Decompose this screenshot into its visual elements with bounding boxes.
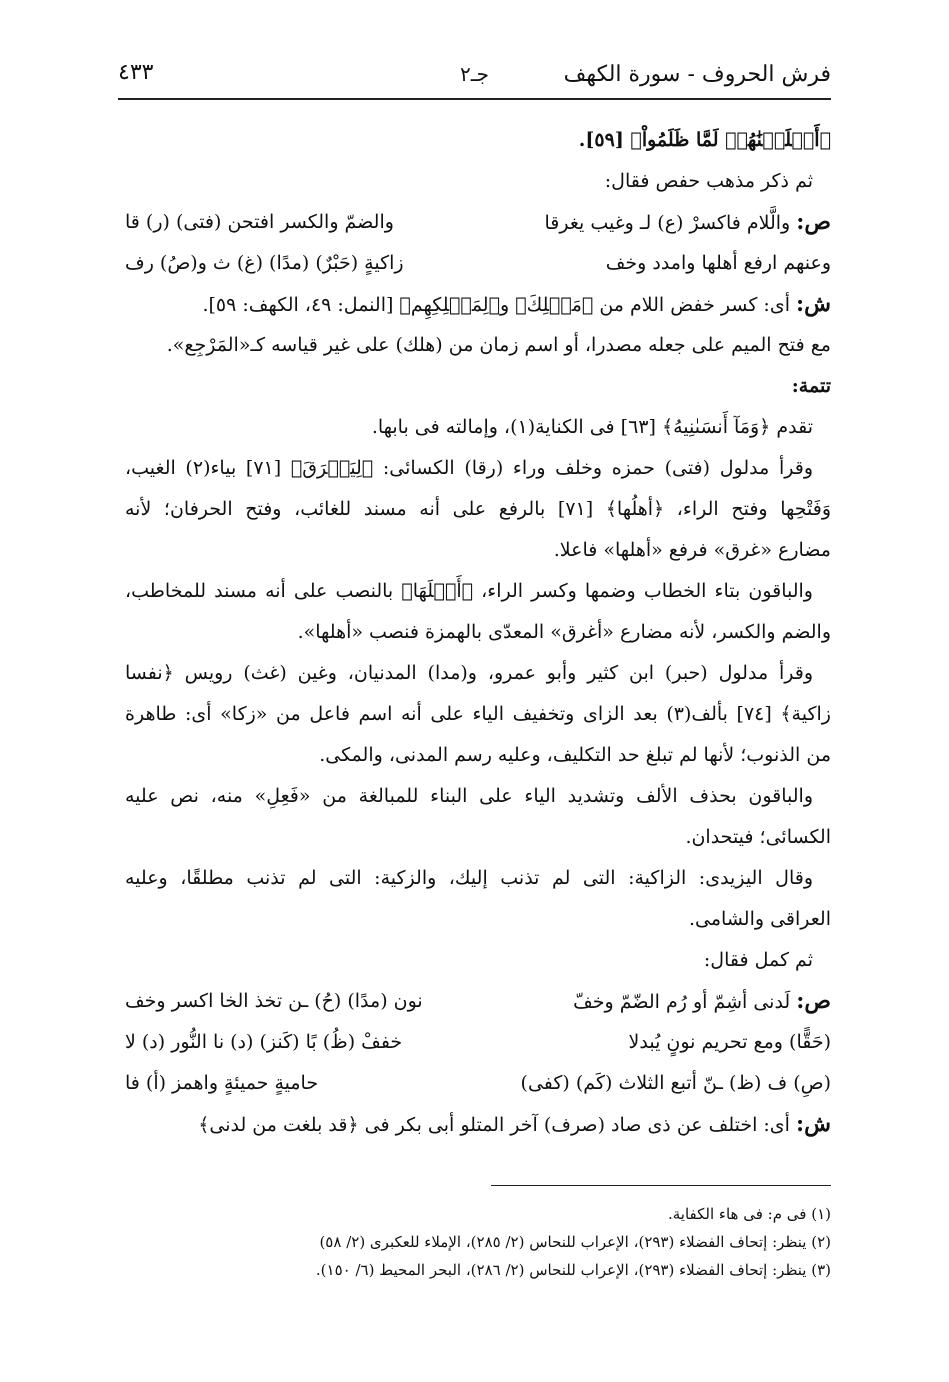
- hemistich-text: لَدنى أشِمّ أو رُم الضّمّ وخفّ: [573, 991, 791, 1013]
- text-line: ﴿أَهۡلَكۡنَٰهُمۡ لَمَّا ظَلَمُواْ﴾ [٥٩].: [578, 129, 831, 151]
- poem-hemistich-right: [573, 981, 831, 1022]
- poem-verse: [125, 202, 831, 243]
- footnotes: [118, 1200, 831, 1284]
- text-line: ثم كمل فقال:: [703, 949, 813, 971]
- commentary-line: [125, 1104, 831, 1145]
- sad-label: ص:: [796, 209, 831, 235]
- poem-hemistich-right: (حَقًّا) ومع تحريم نونٍ يُبدلا: [628, 1031, 831, 1053]
- section-heading: تتمة:: [791, 375, 831, 397]
- text-line: وقال اليزيدى: الزاكية: التى لم تذنب إليك، والزكية: التى لم تذنب مطلقًا، وعليه: [125, 867, 813, 889]
- poem-hemistich-right: وعنهم ارفع أهلها وامدد وخف: [605, 252, 831, 274]
- commentary-text: أى: اختلف عن ذى صاد (صرف) آخر المتلو أبى بكر فى ﴿قد بلغت من لدنى﴾: [198, 1114, 790, 1136]
- commentary-line: [125, 284, 831, 325]
- footnote: (١) فى م: فى هاء الكفاية.: [668, 1205, 831, 1223]
- volume-number: جـ٢: [460, 62, 489, 86]
- text-line: من الذنوب؛ لأنها لم تبلغ حد التكليف، وعليه رسم المدنى، والمكى.: [319, 744, 831, 766]
- text-line: الكسائى؛ فيتحدان.: [685, 826, 831, 848]
- header-rule: [118, 98, 831, 100]
- text-line: ثم ذكر مذهب حفص فقال:: [604, 170, 813, 192]
- poem-hemistich-left: حاميةٍ حميئةٍ واهمز (أ) فا: [125, 1072, 319, 1094]
- running-title: فرش الحروف - سورة الكهف: [563, 62, 831, 87]
- poem-verse: [125, 1063, 831, 1104]
- text-line: وقرأ مدلول (فتى) حمزه وخلف وراء (رقا) الكسائى: ﴿لِيَغۡرَقَ﴾ [٧١] بياء(٢) الغيب،: [125, 457, 813, 479]
- poem-hemistich-left: خففْ (ظُ) بًا (كَنز) (د) نا النُّور (د) لا: [125, 1031, 403, 1053]
- poem-hemistich-left: زاكيةٍ (حَبْرٌ) (مدًا) (غ) ث و(صُ) رف: [125, 252, 404, 274]
- poem-hemistich-right: [545, 202, 832, 243]
- poem-hemistich-left: والضمّ والكسر افتحن (فتى) (ر) قا: [125, 211, 394, 233]
- page-body: [125, 120, 831, 1145]
- shin-label: ش:: [796, 1111, 831, 1137]
- text-line: والباقون بحذف الألف وتشديد الياء على البناء للمبالغة من «فَعِلِ» منه، نص عليه: [125, 785, 813, 807]
- text-line: والضم والكسر، لأنه مضارع «أغرق» المعدّى بالهمزة فنصب «أهلها».: [297, 621, 831, 643]
- poem-hemistich-left: نون (مدًا) (حُ) ـن تخذ الخا اكسر وخف: [125, 990, 423, 1012]
- text-line: وقرأ مدلول (حبر) ابن كثير وأبو عمرو، و(مدا) المدنيان، وغين (غث) رويس ﴿نفسا: [125, 662, 813, 684]
- text-line: والباقون بتاء الخطاب وضمها وكسر الراء، ﴿أَهۡلَهَا﴾ بالنصب على أنه مسند للمخاطب،: [125, 580, 813, 602]
- poem-verse: [125, 243, 831, 284]
- shin-label: ش:: [796, 291, 831, 317]
- hemistich-text: والَّلام فاكسرْ (ع) لـ وغيب يغرقا: [544, 212, 791, 234]
- poem-hemistich-right: (صِ) ف (ظ) ـنّ أتبع الثلاث (كَم) (كفى): [520, 1072, 831, 1094]
- text-line: مضارع «غرق» فرفع «أهلها» فاعلا.: [553, 539, 831, 561]
- text-line: تقدم ﴿وَمَآ أَنسَىٰنِيهُ﴾ [٦٣] فى الكناية(١)، وإمالته فى بابها.: [371, 416, 813, 438]
- text-line: زاكية﴾ [٧٤] بألف(٣) بعد الزاى وتخفيف الياء على أنه اسم فاعل من «زكا» أى: طاهرة: [125, 703, 831, 725]
- footnote: (٣) ينظر: إتحاف الفضلاء (٢٩٣)، الإعراب للنحاس (٢/ ٢٨٦)، البحر المحيط (٦/ ١٥٠).: [315, 1261, 831, 1279]
- text-line: وَفَتْحِها وفتح الراء، ﴿أهلُها﴾ [٧١] بالرفع على أنه مسند للغائب، وفتح الحرفان؛ لأنه: [125, 498, 831, 520]
- poem-verse: [125, 981, 831, 1022]
- footnote-rule: [491, 1185, 831, 1186]
- page-header: [118, 58, 831, 98]
- sad-label: ص:: [796, 988, 831, 1014]
- page-number: ٤٣٣: [118, 60, 154, 85]
- commentary-text: أى: كسر خفض اللام من ﴿مَهۡلِكَ﴾ و﴿لِمَهۡلِكِهِم﴾ [النمل: ٤٩، الكهف: ٥٩].: [202, 294, 790, 316]
- text-line: العراقى والشامى.: [689, 908, 831, 930]
- footnote: (٢) ينظر: إتحاف الفضلاء (٢٩٣)، الإعراب للنحاس (٢/ ٢٨٥)، الإملاء للعكبرى (٢/ ٥٨): [319, 1233, 831, 1251]
- text-line: مع فتح الميم على جعله مصدرا، أو اسم زمان من (هلك) على غير قياسه كـ«المَرْجِع».: [166, 334, 831, 356]
- poem-verse: [125, 1022, 831, 1063]
